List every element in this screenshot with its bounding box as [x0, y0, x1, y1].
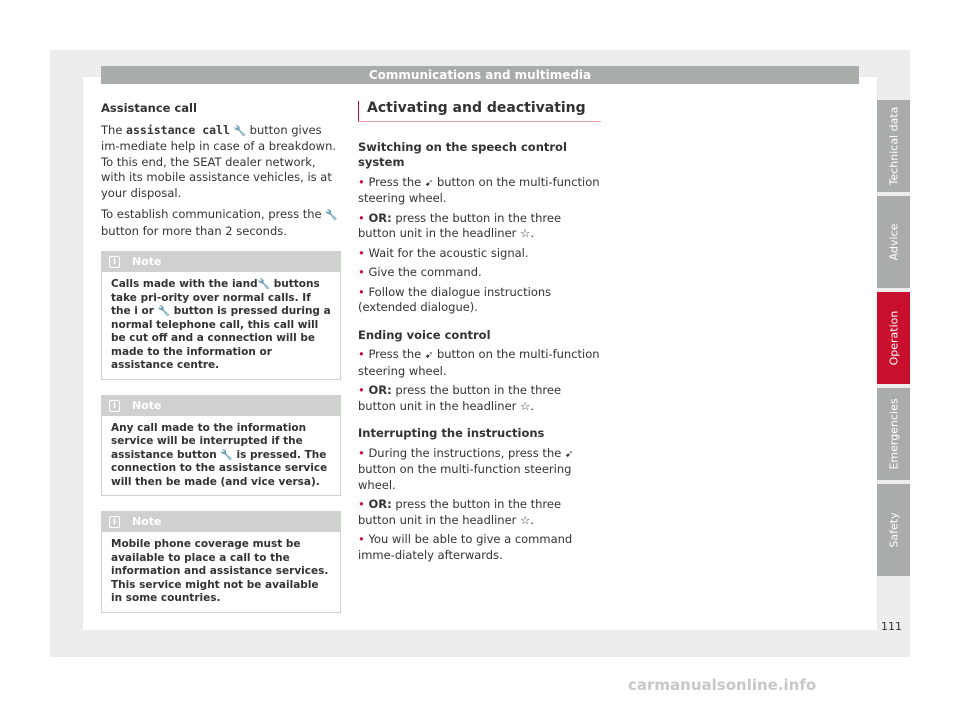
- voice-icon: ➹: [424, 350, 434, 361]
- establish-paragraph: To establish communication, press the 🔧 button for more than 2 seconds.: [101, 207, 338, 238]
- watermark: carmanualsonline.info: [628, 676, 817, 694]
- tab-operation[interactable]: Operation: [877, 292, 910, 384]
- page-header: Communications and multimedia: [101, 66, 859, 84]
- tab-safety[interactable]: Safety: [877, 484, 910, 576]
- info-icon: i: [109, 516, 120, 528]
- info-icon: i: [109, 400, 120, 412]
- star-icon: ☆: [520, 226, 531, 240]
- bullet-item: • Wait for the acoustic signal.: [358, 245, 529, 260]
- tab-advice[interactable]: Advice: [877, 196, 910, 288]
- info-icon: i: [134, 305, 138, 317]
- bullet-item: • Press the ➹ button on the multi-function steering wheel.: [358, 347, 600, 378]
- star-icon: ☆: [520, 512, 531, 527]
- note-box: i Note Any call made to the information service will be interrupted if the assistance button 🔧 is pressed. The connection to the assistance service will then be made (and vice versa).: [101, 395, 341, 497]
- subheading: Interrupting the instructions: [358, 426, 545, 440]
- bullet-item: • You will be able to give a command imme-diately afterwards.: [358, 532, 573, 562]
- side-tabs: [877, 100, 910, 580]
- bullet-item: • OR: press the button in the three button unit in the headliner ☆.: [358, 497, 562, 527]
- wrench-icon: 🔧: [157, 306, 171, 317]
- subheading: Ending voice control: [358, 327, 491, 342]
- info-icon: i: [109, 256, 120, 268]
- note-text: Mobile phone coverage must be available to place a call to the information and assistance services. This service might not be available in some countries.: [111, 538, 329, 604]
- left-column: [101, 101, 341, 613]
- note-box: i Note Calls made with the iand🔧 buttons take pri-ority over normal calls. If the i or 🔧 button is pressed during a normal telephone call, this call will be cut off and a connection will be made to the information or assistance centre.: [101, 251, 341, 380]
- wrench-icon: 🔧: [220, 449, 233, 461]
- bullet-item: • Press the ➹ button on the multi-function steering wheel.: [358, 174, 600, 205]
- bullet-item: • Follow the dialogue instructions (extended dialogue).: [358, 284, 552, 314]
- bullet-item: • During the instructions, press the ➹ button on the multi-function steering wheel.: [358, 445, 574, 492]
- note-text: Any call made to the information service will be interrupted if the assistance button 🔧 is pressed. The connection to the assistance service will then be made (and vice versa).: [111, 421, 328, 488]
- assistance-call-paragraph: The assistance call 🔧 button gives im-mediate help in case of a breakdown. To this end, the SEAT dealer network, with its mobile assistance vehicles, is at your disposal.: [101, 122, 337, 200]
- note-box: i Note Mobile phone coverage must be available to place a call to the information and assistance services. This service might not be available in some countries.: [101, 511, 341, 613]
- star-icon: ☆: [520, 398, 531, 413]
- wrench-icon: 🔧: [233, 125, 247, 137]
- voice-icon: ➹: [564, 448, 574, 460]
- info-icon: i: [231, 278, 236, 290]
- page-number: 111: [881, 620, 902, 633]
- note-text: Calls made with the iand🔧 buttons take pri-ority over normal calls. If the i or 🔧 button is pressed during a normal telephone call, this call will be cut off and a connection will be made to the information or assistance centre.: [111, 278, 331, 371]
- tab-emergencies[interactable]: Emergencies: [877, 388, 910, 480]
- tab-technical-data[interactable]: Technical data: [877, 100, 910, 192]
- middle-column: [358, 101, 602, 567]
- wrench-icon: 🔧: [257, 279, 271, 290]
- bullet-item: • OR: press the button in the three button unit in the headliner ☆.: [358, 383, 562, 413]
- subheading: Switching on the speech control system: [358, 139, 567, 169]
- voice-icon: ➹: [424, 177, 434, 189]
- bullet-item: • OR: press the button in the three button unit in the headliner ☆.: [358, 210, 562, 240]
- bullet-item: • Give the command.: [358, 265, 482, 279]
- wrench-icon: 🔧: [325, 210, 338, 221]
- assistance-call-heading: Assistance call: [101, 101, 197, 115]
- section-title: Activating and deactivating: [358, 101, 601, 122]
